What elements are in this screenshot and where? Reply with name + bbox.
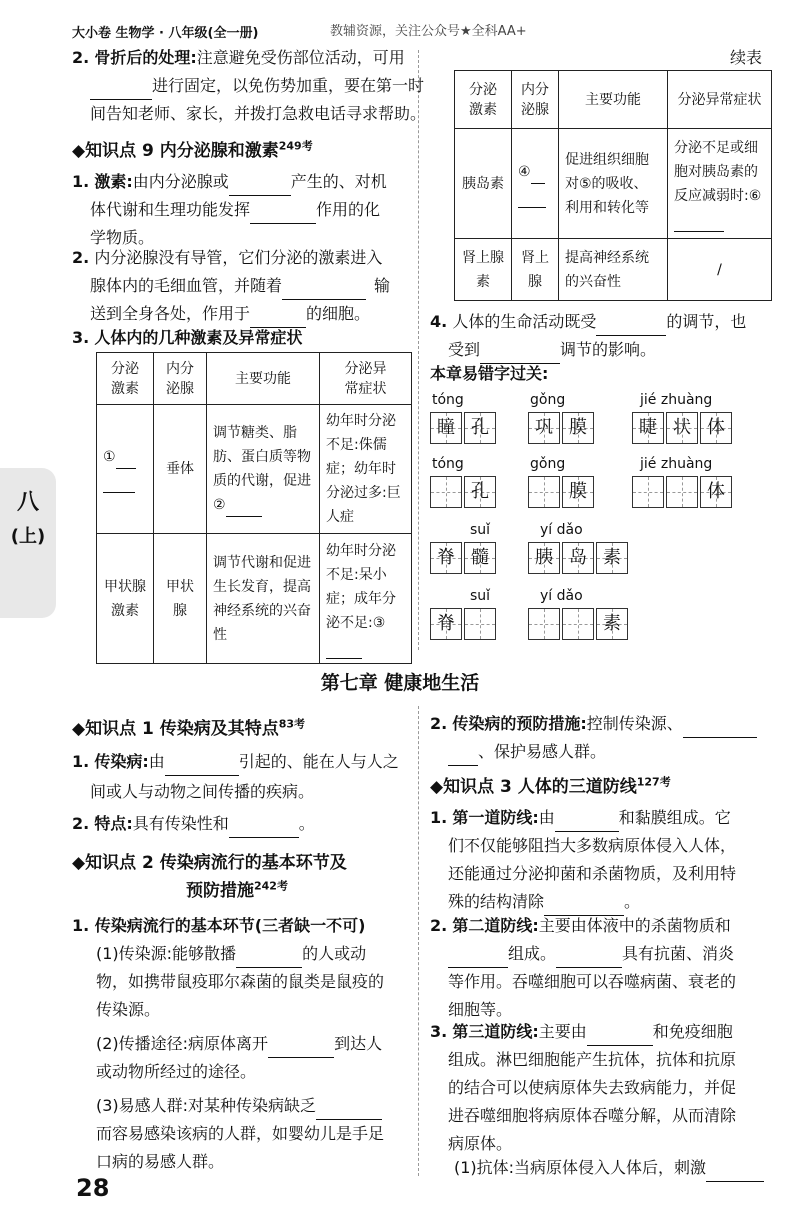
- line: 们不仅能够阻挡大多数病原体侵入人体，: [448, 836, 737, 855]
- item-fracture: [72, 44, 412, 72]
- answer-blank[interactable]: [326, 640, 362, 659]
- table-header: 主要功能: [207, 353, 320, 405]
- item-heading: 骨折后的处理:: [94, 48, 197, 67]
- answer-blank[interactable]: [556, 949, 622, 968]
- item-text: 的细胞。: [306, 304, 371, 323]
- item-number: 4.: [430, 312, 448, 331]
- cell-text: 调节糖类、脂肪、蛋白质等物质的代谢，促进②: [213, 425, 311, 513]
- knowledge-point-2: ◆知识点 2 传染病流行的基本环节及: [72, 853, 347, 873]
- item-third-defense: [430, 1018, 775, 1046]
- item-text: 殊的结构清除: [448, 892, 545, 911]
- line: 或动物所经过的途径。: [96, 1062, 257, 1081]
- table-cell: /: [668, 239, 772, 301]
- line: 细胞等。: [448, 1000, 513, 1019]
- char-box[interactable]: [464, 608, 496, 640]
- line: 进吞噬细胞将病原体吞噬分解，从而清除: [448, 1106, 737, 1125]
- table-cell: [559, 129, 668, 239]
- item-text: 的人或动: [302, 944, 367, 963]
- char-box: 体: [700, 412, 732, 444]
- watermark-text: 教辅资源，关注公众号★全科AA+: [330, 24, 527, 39]
- char-box-row: [632, 412, 734, 444]
- cell-text: 促进组织细胞对⑤的吸收、利用和转化等: [565, 151, 649, 216]
- item-hormone-def: [72, 168, 412, 196]
- pinyin: gǒng: [530, 456, 566, 472]
- table-cell: 胰岛素: [455, 129, 512, 239]
- answer-blank[interactable]: [518, 189, 546, 208]
- item-text: (1)传染源:能够散播: [96, 944, 237, 963]
- answer-blank[interactable]: [674, 213, 724, 232]
- table-cell: 垂体: [154, 405, 207, 534]
- answer-blank[interactable]: [90, 81, 152, 100]
- line: 还能通过分泌抑菌和杀菌物质，及利用特: [448, 864, 737, 883]
- item-text: (3)易感人群:对某种传染病缺乏: [96, 1096, 317, 1115]
- hormone-table-2: [454, 70, 772, 301]
- char-box[interactable]: [562, 608, 594, 640]
- table-cell: 肾上腺素: [455, 239, 512, 301]
- table-cell: [207, 405, 320, 534]
- answer-blank[interactable]: [250, 205, 316, 224]
- char-box-row: [430, 542, 498, 574]
- answer-blank[interactable]: [268, 1039, 334, 1058]
- item-text: 由内分泌腺或: [132, 172, 229, 191]
- char-box-row: [528, 542, 630, 574]
- answer-blank[interactable]: [596, 317, 666, 336]
- char-box: 巩: [528, 412, 560, 444]
- item-prevention: [430, 710, 775, 738]
- line: [454, 1154, 764, 1182]
- item-text: 主要由: [538, 1022, 587, 1041]
- pinyin: gǒng: [530, 392, 566, 408]
- item-text: 和免疫细胞: [652, 1022, 733, 1041]
- answer-blank[interactable]: [103, 474, 135, 493]
- answer-blank[interactable]: [555, 813, 619, 832]
- item-infectious-line2: 间或人与动物之间传播的疾病。: [90, 782, 315, 801]
- char-box: 睫: [632, 412, 664, 444]
- grade-tab-line1: 八: [16, 490, 39, 515]
- char-box-row: [430, 412, 498, 444]
- item-number: 1.: [72, 172, 90, 191]
- table-cell: [320, 534, 412, 664]
- item-number: 1.: [72, 752, 90, 771]
- answer-blank[interactable]: [236, 949, 302, 968]
- item-text: 产生的、对机: [290, 172, 387, 191]
- cell-text: 幼年时分泌不足:呆小症；成年分泌不足:③: [326, 542, 396, 631]
- item-hormone-line2: [90, 196, 380, 224]
- answer-blank[interactable]: [165, 757, 239, 776]
- pinyin: suǐ: [470, 522, 491, 538]
- kp-count: 83考: [278, 717, 306, 731]
- item-fracture-line3: 间告知老师、家长，并拨打急救电话寻求帮助。: [90, 104, 427, 123]
- char-box-row: [632, 476, 734, 508]
- answer-blank[interactable]: [282, 281, 366, 300]
- table-cell: [512, 129, 559, 239]
- item-text: 具有传染性和: [132, 814, 229, 833]
- answer-blank[interactable]: [531, 165, 545, 184]
- table-cell: 肾上腺: [512, 239, 559, 301]
- item-number: 1.: [72, 916, 90, 935]
- book-title: 大小卷 生物学 · 八年级(全一册): [72, 26, 259, 41]
- line: 病原体。: [448, 1134, 513, 1153]
- line: [96, 940, 366, 968]
- answer-blank[interactable]: [683, 719, 757, 738]
- item-text: 腺体内的毛细血管，并随着: [90, 276, 283, 295]
- table-header: 分泌 激素: [97, 353, 154, 405]
- item-number: 2.: [72, 248, 90, 267]
- char-box: 膜: [562, 412, 594, 444]
- answer-blank[interactable]: [316, 1101, 382, 1120]
- table-cell: 幼年时分泌不足:侏儒症；幼年时分泌过多:巨人症: [320, 405, 412, 534]
- item-text: 由: [148, 752, 165, 771]
- item-heading: 激素:: [94, 172, 133, 191]
- item-number: 2.: [430, 714, 448, 733]
- table-cell: [97, 405, 154, 534]
- char-box: 状: [666, 412, 698, 444]
- line: 传染源。: [96, 1000, 161, 1019]
- table-header: 分泌 激素: [455, 71, 512, 129]
- table-cell: 提高神经系统的兴奋性: [559, 239, 668, 301]
- table-header: 内分 泌腺: [154, 353, 207, 405]
- char-box[interactable]: [430, 476, 462, 508]
- pinyin: tóng: [432, 456, 464, 472]
- item-infectious-feature: [72, 810, 315, 838]
- table-header: 分泌异常症状: [668, 71, 772, 129]
- char-box: 岛: [562, 542, 594, 574]
- char-box: 瞳: [430, 412, 462, 444]
- item-number: 2.: [430, 916, 448, 935]
- pinyin: jié zhuàng: [640, 456, 713, 472]
- answer-blank[interactable]: [587, 1027, 653, 1046]
- item-endocrine: [72, 244, 412, 272]
- typo-section-title: 本章易错字过关:: [430, 364, 549, 383]
- item-heading: 人体内的几种激素及异常症状: [94, 328, 303, 347]
- char-box: 脊: [430, 608, 462, 640]
- char-box: 素: [596, 608, 628, 640]
- item-text: 组成。: [508, 944, 557, 963]
- kp-title: 预防措施: [186, 881, 254, 901]
- table-cell: 甲状腺: [154, 534, 207, 664]
- knowledge-point-1: [72, 714, 305, 739]
- item-number: 2.: [72, 814, 90, 833]
- cell-text: ①: [103, 449, 116, 465]
- item-text: 、保护易感人群。: [478, 742, 607, 761]
- char-box[interactable]: [528, 608, 560, 640]
- line: [96, 1030, 382, 1058]
- item-number: 2.: [72, 48, 90, 67]
- char-box-row: [528, 608, 630, 640]
- item-text: 。: [624, 892, 641, 911]
- char-box-row: [430, 476, 498, 508]
- knowledge-point-9: [72, 136, 313, 161]
- table-header: 主要功能: [559, 71, 668, 129]
- cell-text: ④: [518, 163, 531, 180]
- knowledge-point-2-cont: [186, 876, 288, 901]
- char-box: 孔: [464, 476, 496, 508]
- item-number: 1.: [430, 808, 448, 827]
- table-cell: [668, 129, 772, 239]
- pinyin: tóng: [432, 392, 464, 408]
- char-box: 素: [596, 542, 628, 574]
- table-cell: 甲状腺激素: [97, 534, 154, 664]
- char-box: 髓: [464, 542, 496, 574]
- item-number: 3.: [72, 328, 90, 347]
- item-heading: 第二道防线:: [452, 916, 539, 935]
- line: [448, 940, 734, 968]
- char-box: 胰: [528, 542, 560, 574]
- item-text: 具有抗菌、消炎: [622, 944, 735, 963]
- item-heading: 传染病流行的基本环节(三者缺一不可): [94, 916, 366, 935]
- table-header: 内分 泌腺: [512, 71, 559, 129]
- item-second-defense: [430, 912, 775, 940]
- answer-blank[interactable]: [226, 498, 262, 517]
- item-endocrine-line2: [90, 272, 390, 300]
- kp-title: ◆知识点 9 内分泌腺和激素: [72, 141, 279, 161]
- kp-title: ◆知识点 3 人体的三道防线: [430, 777, 637, 797]
- char-box[interactable]: [666, 476, 698, 508]
- char-box-row: [528, 476, 596, 508]
- item-heading: 传染病的预防措施:: [452, 714, 587, 733]
- grade-tab-line2: (上): [10, 526, 46, 547]
- kp-count: 242考: [254, 879, 288, 893]
- char-box-row: [528, 412, 596, 444]
- kp-count: 127考: [636, 775, 671, 789]
- answer-blank[interactable]: [116, 450, 136, 469]
- item-text: 进行固定，以免伤势加重，要在第一时: [152, 76, 425, 95]
- char-box-row: [430, 608, 498, 640]
- char-box[interactable]: [528, 476, 560, 508]
- line: 等作用。吞噬细胞可以吞噬病菌、衰老的: [448, 972, 737, 991]
- item-text: 送到全身各处，作用于: [90, 304, 251, 323]
- item-fracture-line2: [90, 72, 424, 100]
- line: 口病的易感人群。: [96, 1152, 225, 1171]
- char-box: 孔: [464, 412, 496, 444]
- item-text: 人体的生命活动既受: [452, 312, 597, 331]
- answer-blank[interactable]: [448, 949, 508, 968]
- item-text: (1)抗体:当病原体侵入人体后，刺激: [454, 1158, 707, 1177]
- page-number: 28: [76, 1174, 110, 1202]
- item-hormone-line3: 学物质。: [90, 228, 155, 247]
- answer-blank[interactable]: [229, 177, 291, 196]
- item-number: 3.: [430, 1022, 448, 1041]
- item-regulation: [430, 308, 770, 336]
- column-divider: [418, 50, 419, 650]
- item-heading: 第一道防线:: [452, 808, 539, 827]
- item-first-defense: [430, 804, 775, 832]
- table-cell: 调节代谢和促进生长发育，提高神经系统的兴奋性: [207, 534, 320, 664]
- pinyin: suǐ: [470, 588, 491, 604]
- line: 组成。淋巴细胞能产生抗体，抗体和抗原: [448, 1050, 737, 1069]
- char-box: 脊: [430, 542, 462, 574]
- pinyin: yí dǎo: [540, 522, 583, 538]
- answer-blank[interactable]: [229, 819, 299, 838]
- item-text: 受到: [448, 340, 481, 359]
- item-heading: 传染病:: [94, 752, 149, 771]
- answer-blank[interactable]: [706, 1163, 764, 1182]
- continued-label: 续表: [730, 48, 763, 67]
- item-text: 控制传染源、: [586, 714, 683, 733]
- item-text: 注意避免受伤部位活动，可用: [196, 48, 405, 67]
- item-text: 和黏膜组成。它: [618, 808, 731, 827]
- item-text: 内分泌腺没有导管，它们分泌的激素进入: [94, 248, 383, 267]
- item-text: 输: [374, 276, 391, 295]
- item-text: 的调节，也: [666, 312, 747, 331]
- item-text: (2)传播途径:病原体离开: [96, 1034, 269, 1053]
- chapter-title: 第七章 健康地生活: [320, 672, 480, 694]
- hormone-table-1: [96, 352, 412, 664]
- item-text: 作用的化: [316, 200, 381, 219]
- grade-tab: [0, 468, 56, 618]
- table-header: 分泌异 常症状: [320, 353, 412, 405]
- item-text: 调节的影响。: [560, 340, 657, 359]
- knowledge-point-3: [430, 772, 671, 797]
- item-hormone-table-title: [72, 324, 302, 352]
- char-box: 体: [700, 476, 732, 508]
- kp-title: ◆知识点 1 传染病及其特点: [72, 719, 279, 739]
- item-infectious-def: [72, 748, 417, 776]
- cell-text: 分泌不足或细胞对胰岛素的反应减弱时:⑥: [674, 139, 762, 204]
- item-text: 体代谢和生理功能发挥: [90, 200, 251, 219]
- item-text: 主要由体液中的杀菌物质和: [538, 916, 731, 935]
- item-heading: 第三道防线:: [452, 1022, 539, 1041]
- item-text: 由: [538, 808, 555, 827]
- item-heading: 特点:: [94, 814, 133, 833]
- line: 的结合可以使病原体失去致病能力，并促: [448, 1078, 737, 1097]
- pinyin: yí dǎo: [540, 588, 583, 604]
- line: [96, 1092, 382, 1120]
- item-text: 到达人: [334, 1034, 383, 1053]
- line: 而容易感染该病的人群，如婴幼儿是手足: [96, 1124, 385, 1143]
- kp-count: 249考: [278, 139, 313, 153]
- pinyin: jié zhuàng: [640, 392, 713, 408]
- line: 物，如携带鼠疫耶尔森菌的鼠类是鼠疫的: [96, 972, 385, 991]
- answer-blank[interactable]: [448, 747, 478, 766]
- column-divider: [418, 706, 419, 1176]
- char-box[interactable]: [632, 476, 664, 508]
- item-text: 。: [298, 814, 315, 833]
- item-text: 引起的、能在人与人之: [238, 752, 399, 771]
- item-transmission-links: [72, 912, 365, 940]
- char-box: 膜: [562, 476, 594, 508]
- item-prevention-line2: [448, 738, 606, 766]
